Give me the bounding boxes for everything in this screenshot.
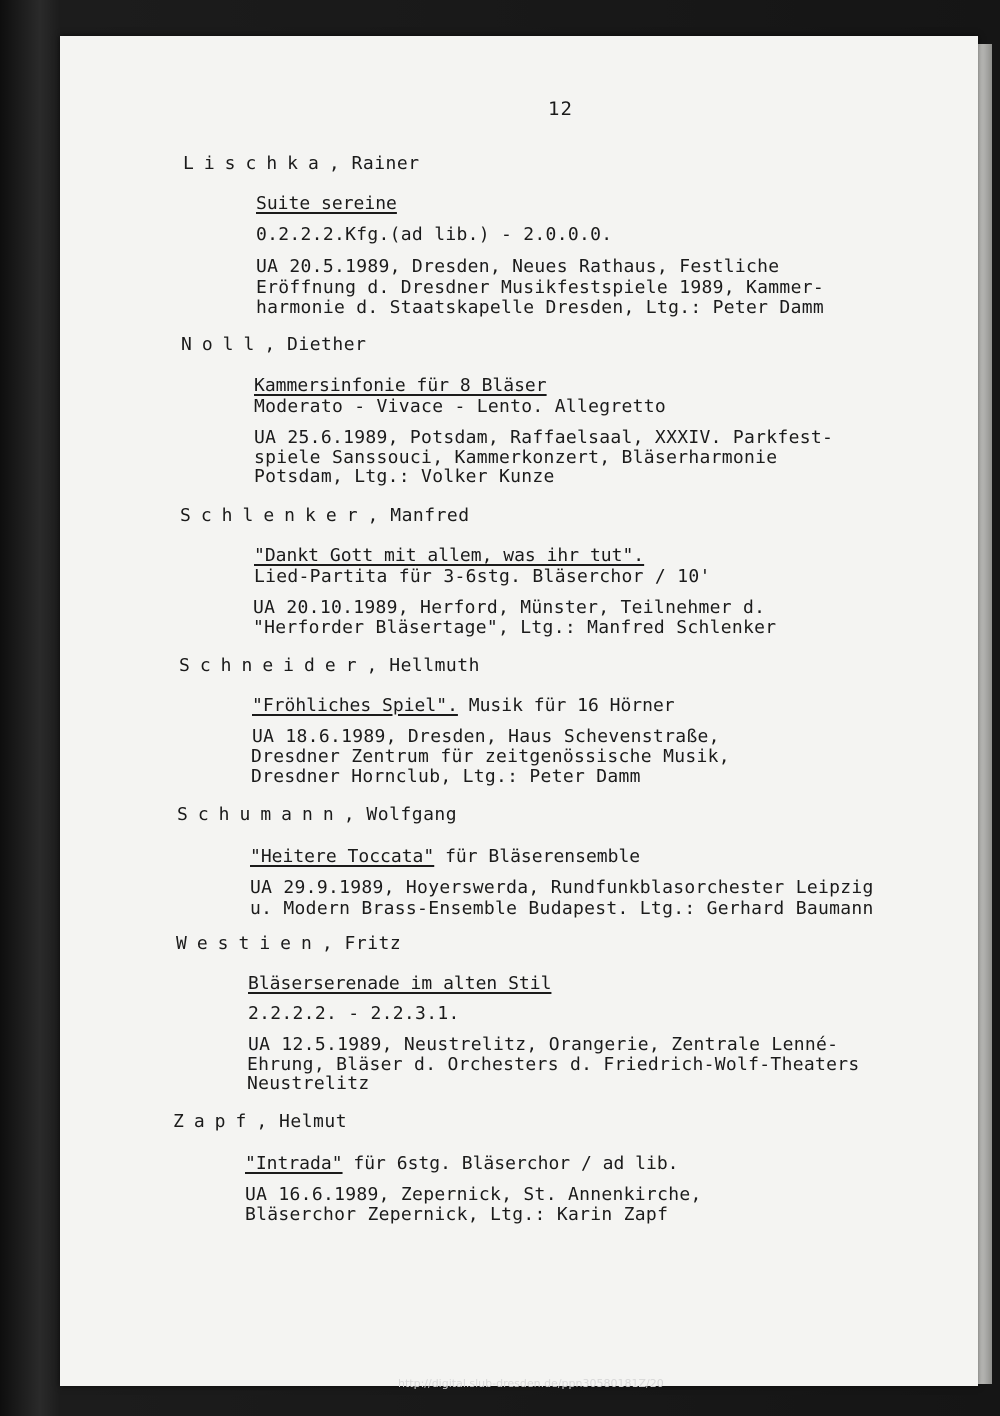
composer-heading: Westien, Fritz	[176, 933, 402, 954]
composer-firstname: Fritz	[344, 933, 402, 954]
work-subtitle: Lied-Partita für 3-6stg. Bläserchor / 10'	[254, 566, 711, 587]
premiere-line: harmonie d. Staatskapelle Dresden, Ltg.: Peter Damm	[256, 297, 824, 318]
work-title-underlined: Bläserserenade im alten Stil	[248, 973, 552, 994]
premiere-line: Eröffnung d. Dresdner Musikfestspiele 1989, Kammer-	[256, 277, 824, 298]
work-title-suffix: für Bläserensemble	[434, 846, 641, 867]
work-title	[245, 1153, 679, 1174]
composer-surname: Schlenker	[180, 505, 368, 526]
work-title-suffix: Musik für 16 Hörner	[457, 695, 675, 716]
work-title	[254, 375, 547, 396]
work-title-underlined: "Intrada"	[245, 1153, 343, 1174]
premiere-line: Bläserchor Zepernick, Ltg.: Karin Zapf	[245, 1204, 669, 1225]
composer-heading: Schlenker, Manfred	[180, 505, 470, 526]
premiere-line: UA 16.6.1989, Zepernick, St. Annenkirche,	[245, 1184, 702, 1205]
work-title-underlined: "Heitere Toccata"	[250, 846, 435, 867]
composer-surname: Westien	[176, 933, 322, 954]
composer-firstname: Helmut	[279, 1111, 348, 1132]
composer-surname: Schneider	[179, 655, 367, 676]
premiere-line: u. Modern Brass-Ensemble Budapest. Ltg.: Gerhard Baumann	[250, 898, 874, 919]
premiere-line: UA 12.5.1989, Neustrelitz, Orangerie, Zentrale Lenné-	[248, 1034, 839, 1055]
work-title	[252, 695, 675, 716]
composer-firstname: Manfred	[390, 505, 470, 526]
premiere-line: Potsdam, Ltg.: Volker Kunze	[254, 466, 555, 487]
composer-surname: Schumann	[177, 804, 344, 825]
composer-heading: Noll, Diether	[181, 334, 367, 355]
composer-heading: Lischka, Rainer	[183, 153, 420, 174]
premiere-line: spiele Sanssouci, Kammerkonzert, Bläserharmonie	[254, 447, 778, 468]
premiere-line: Neustrelitz	[247, 1073, 370, 1094]
work-title-underlined: "Dankt Gott mit allem, was ihr tut".	[254, 545, 645, 566]
work-title	[248, 973, 551, 994]
work-title	[256, 193, 397, 214]
composer-surname: Lischka	[183, 153, 329, 174]
premiere-line: UA 25.6.1989, Potsdam, Raffaelsaal, XXXIV. Parkfest-	[254, 427, 834, 448]
composer-firstname: Rainer	[351, 153, 420, 174]
work-instrumentation: 2.2.2.2. - 2.2.3.1.	[248, 1003, 460, 1024]
work-title	[254, 545, 644, 566]
work-title-underlined: "Fröhliches Spiel".	[252, 695, 458, 716]
work-title-underlined: Suite sereine	[256, 193, 397, 214]
composer-heading: Schneider, Hellmuth	[179, 655, 480, 676]
composer-heading: Zapf, Helmut	[173, 1111, 348, 1132]
composer-surname: Zapf	[173, 1111, 257, 1132]
composer-firstname: Diether	[287, 334, 367, 355]
premiere-line: UA 20.10.1989, Herford, Münster, Teilnehmer d.	[253, 597, 766, 618]
composer-heading: Schumann, Wolfgang	[177, 804, 458, 825]
premiere-line: UA 20.5.1989, Dresden, Neues Rathaus, Festliche	[256, 256, 780, 277]
composer-surname: Noll	[181, 334, 265, 355]
composer-firstname: Wolfgang	[366, 804, 458, 825]
work-title	[250, 846, 640, 867]
premiere-line: "Herforder Bläsertage", Ltg.: Manfred Schlenker	[253, 617, 777, 638]
page-number: 12	[548, 98, 573, 120]
premiere-line: UA 29.9.1989, Hoyerswerda, Rundfunkblasorchester Leipzig	[250, 877, 874, 898]
premiere-line: Ehrung, Bläser d. Orchesters d. Friedrich-Wolf-Theaters	[247, 1054, 860, 1075]
work-movements: Moderato - Vivace - Lento. Allegretto	[254, 396, 667, 417]
premiere-line: UA 18.6.1989, Dresden, Haus Schevenstraße,	[252, 726, 720, 747]
premiere-line: Dresdner Hornclub, Ltg.: Peter Damm	[251, 766, 641, 787]
premiere-line: Dresdner Zentrum für zeitgenössische Musik,	[251, 746, 730, 767]
work-instrumentation: 0.2.2.2.Kfg.(ad lib.) - 2.0.0.0.	[256, 224, 613, 245]
footer-url: http://digital.slub-dresden.de/ppn30580181Z/20	[398, 1377, 664, 1390]
work-title-suffix: für 6stg. Bläserchor / ad lib.	[342, 1153, 679, 1174]
composer-firstname: Hellmuth	[389, 655, 480, 676]
work-title-underlined: Kammersinfonie für 8 Bläser	[254, 375, 547, 396]
page-edge	[978, 44, 992, 1384]
